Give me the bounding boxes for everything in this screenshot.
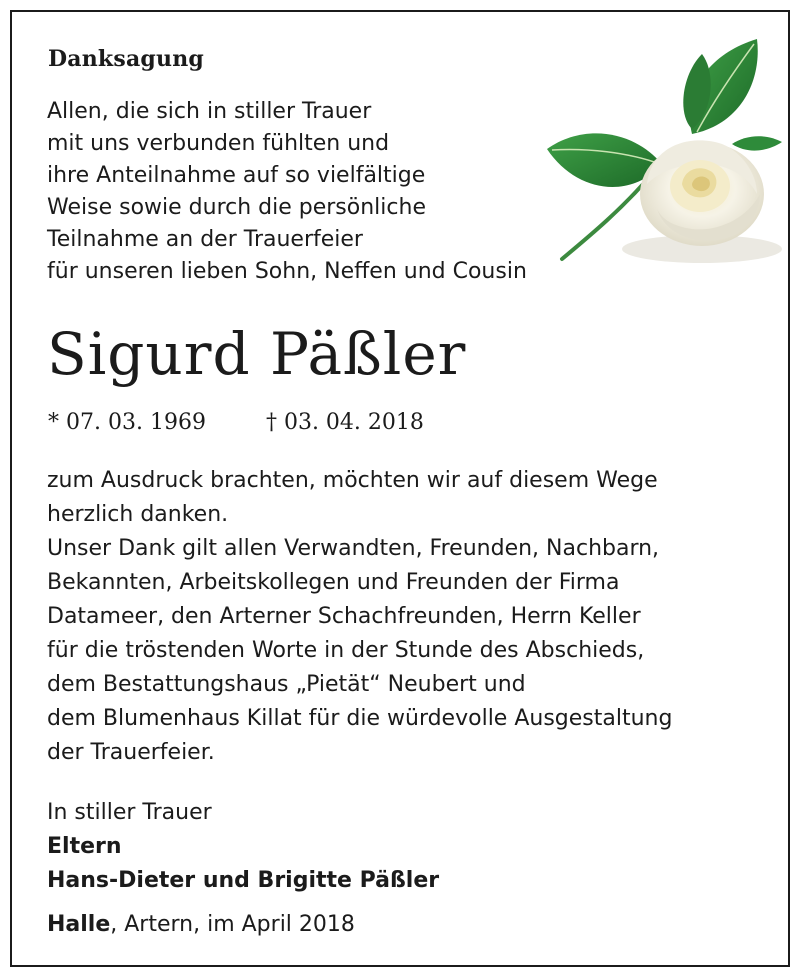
white-rose-icon [532,34,792,274]
life-dates [48,410,424,435]
intro-line: ihre Anteilnahme auf so vielfältige [47,163,426,188]
body-line: Unser Dank gilt allen Verwandten, Freunden, Nachbarn, [47,536,660,561]
signature-block [47,796,439,898]
body-line: für die tröstenden Worte in der Stunde des Abschieds, [47,638,645,663]
place-date [47,912,355,937]
death-date: † 03. 04. 2018 [265,410,424,435]
notice-frame [10,10,790,967]
body-line: zum Ausdruck brachten, möchten wir auf diesem Wege [47,468,658,493]
intro-line: Teilnahme an der Trauerfeier [47,227,363,252]
place-rest: , Artern, im April 2018 [110,912,355,937]
intro-line: für unseren lieben Sohn, Neffen und Cousin [47,259,527,284]
body-line: Datameer, den Arterner Schachfreunden, Herrn Keller [47,604,641,629]
body-line: Bekannten, Arbeitskollegen und Freunden der Firma [47,570,620,595]
intro-line: mit uns verbunden fühlten und [47,131,390,156]
thanks-text [47,464,672,770]
signature-names: Hans-Dieter und Brigitte Päßler [47,868,440,893]
place-city: Halle [47,912,111,937]
signature-role: Eltern [47,834,122,859]
body-line: dem Bestattungshaus „Pietät“ Neubert und [47,672,526,697]
intro-text [47,96,527,288]
signature-intro: In stiller Trauer [47,800,212,825]
intro-line: Weise sowie durch die persönliche [47,195,426,220]
body-line: dem Blumenhaus Killat für die würdevolle Ausgestaltung [47,706,673,731]
deceased-name: Sigurd Päßler [47,320,467,388]
intro-line: Allen, die sich in stiller Trauer [47,99,372,124]
body-line: der Trauerfeier. [47,740,215,765]
notice-heading: Danksagung [48,46,204,72]
birth-date: * 07. 03. 1969 [48,410,206,435]
body-line: herzlich danken. [47,502,229,527]
